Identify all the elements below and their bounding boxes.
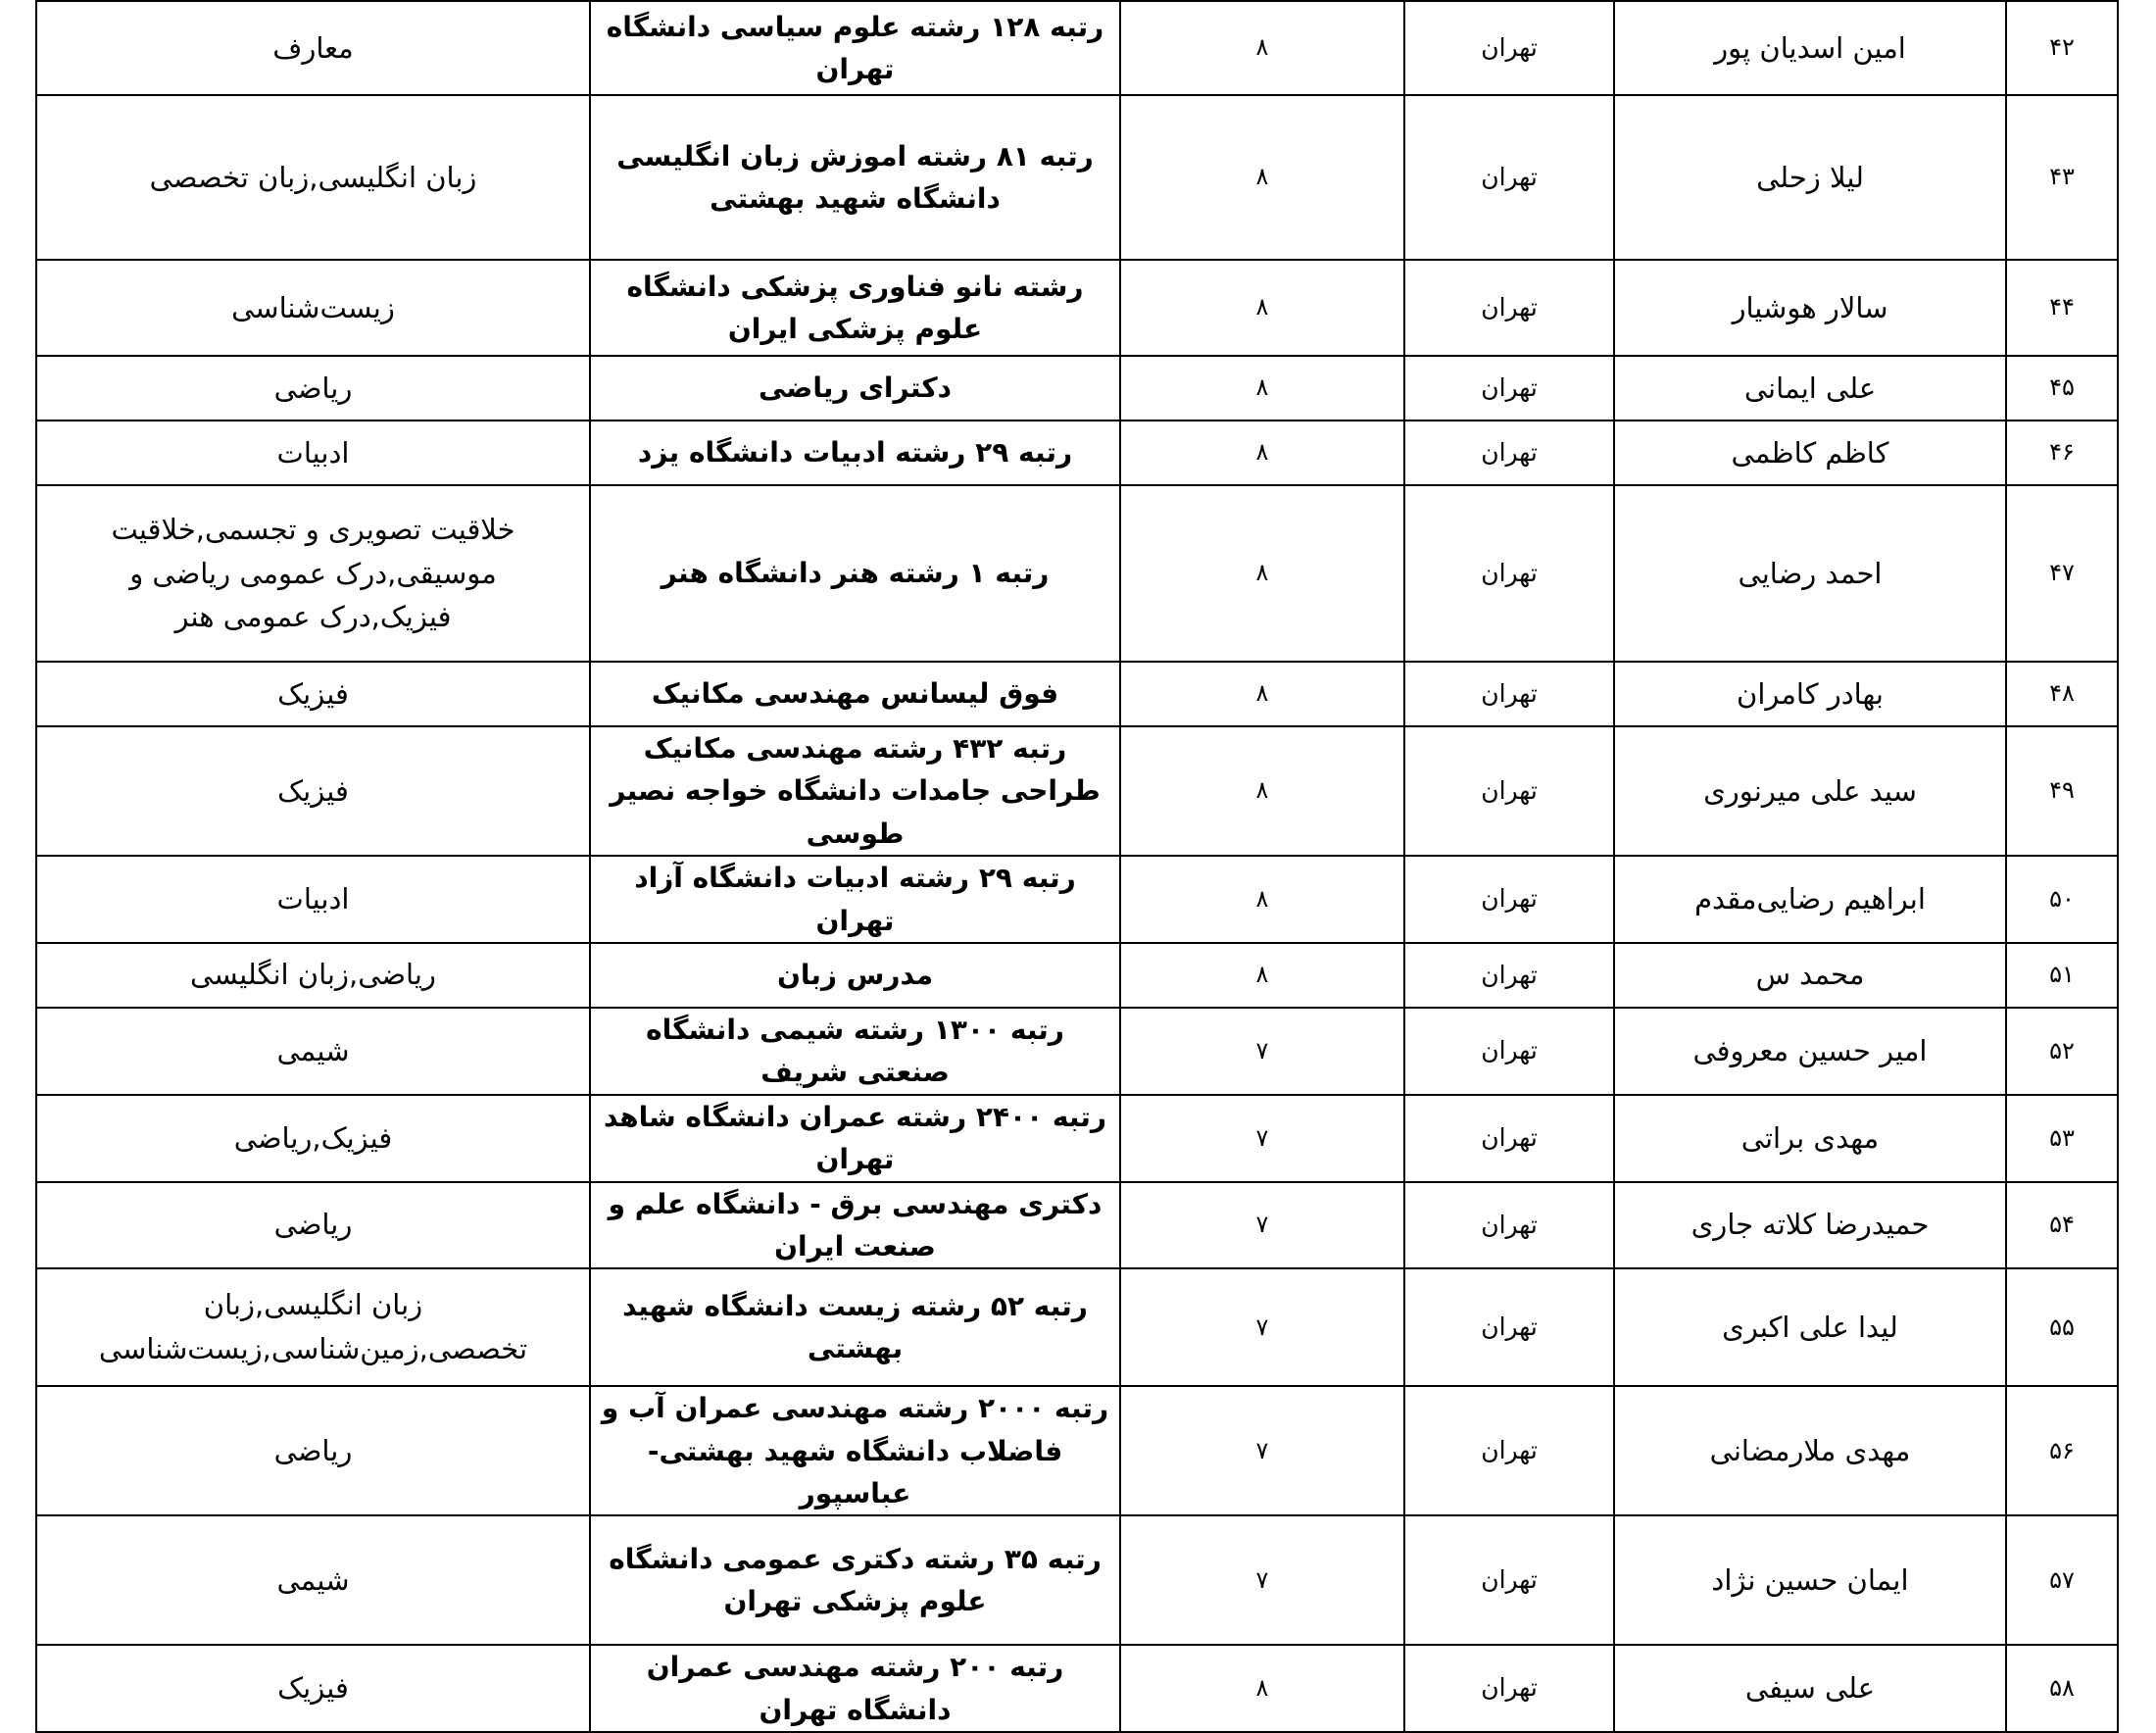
tutor-subjects: زبان انگلیسی,زبان تخصصی — [36, 95, 590, 260]
row-number: ۴۲ — [2006, 1, 2118, 95]
table-row — [36, 1095, 2118, 1182]
tutor-subjects: فیزیک — [36, 726, 590, 856]
tutor-subjects: شیمی — [36, 1008, 590, 1095]
tutor-name: علی ایمانی — [1614, 356, 2006, 421]
tutor-city: تهران — [1404, 1, 1614, 95]
tutor-subjects — [36, 1268, 590, 1386]
row-number: ۵۰ — [2006, 856, 2118, 943]
row-number: ۴۵ — [2006, 356, 2118, 421]
table-row — [36, 356, 2118, 421]
tutor-name: مهدی ملارمضانی — [1614, 1386, 2006, 1515]
tutor-score: ۷ — [1120, 1095, 1404, 1182]
tutor-subjects: ادبیات — [36, 421, 590, 485]
tutor-subjects: فیزیک,ریاضی — [36, 1095, 590, 1182]
tutor-score: ۸ — [1120, 1645, 1404, 1732]
tutor-name: سالار هوشیار — [1614, 260, 2006, 356]
tutor-name: مهدی براتی — [1614, 1095, 2006, 1182]
tutor-record: دکتری مهندسی برق - دانشگاه علم و صنعت ایران — [590, 1182, 1120, 1269]
tutor-subjects: فیزیک — [36, 662, 590, 726]
tutor-score: ۸ — [1120, 260, 1404, 356]
tutor-subjects: فیزیک — [36, 1645, 590, 1732]
tutor-score: ۸ — [1120, 485, 1404, 662]
tutor-subjects: زیست‌شناسی — [36, 260, 590, 356]
row-number: ۴۴ — [2006, 260, 2118, 356]
tutor-record: رتبه ۲۰۰ رشته مهندسی عمران دانشگاه تهران — [590, 1645, 1120, 1732]
row-number: ۵۳ — [2006, 1095, 2118, 1182]
table-row — [36, 1386, 2118, 1515]
tutor-city: تهران — [1404, 1515, 1614, 1645]
row-number: ۵۸ — [2006, 1645, 2118, 1732]
tutor-city: تهران — [1404, 1182, 1614, 1269]
row-number: ۴۸ — [2006, 662, 2118, 726]
tutor-score: ۸ — [1120, 943, 1404, 1008]
tutor-record: رتبه ۲۴۰۰ رشته عمران دانشگاه شاهد تهران — [590, 1095, 1120, 1182]
tutor-city: تهران — [1404, 485, 1614, 662]
table-row — [36, 1008, 2118, 1095]
tutor-score: ۸ — [1120, 421, 1404, 485]
tutor-score: ۸ — [1120, 95, 1404, 260]
row-number: ۴۷ — [2006, 485, 2118, 662]
tutor-name: محمد س — [1614, 943, 2006, 1008]
tutor-record: رتبه ۸۱ رشته اموزش زبان انگلیسی دانشگاه شهید بهشتی — [590, 95, 1120, 260]
tutor-record: رتبه ۲۹ رشته ادبیات دانشگاه یزد — [590, 421, 1120, 485]
tutor-city: تهران — [1404, 95, 1614, 260]
tutor-city: تهران — [1404, 260, 1614, 356]
tutor-record: دکترای ریاضی — [590, 356, 1120, 421]
table-row — [36, 95, 2118, 260]
table-row — [36, 662, 2118, 726]
tutor-city: تهران — [1404, 1008, 1614, 1095]
table-row — [36, 1645, 2118, 1732]
row-number: ۴۳ — [2006, 95, 2118, 260]
tutor-name: علی سیفی — [1614, 1645, 2006, 1732]
tutor-name: احمد رضایی — [1614, 485, 2006, 662]
tutor-record: رشته نانو فناوری پزشکی دانشگاه علوم پزشکی ایران — [590, 260, 1120, 356]
table-row — [36, 1, 2118, 95]
tutor-name: ابراهیم رضایی‌مقدم — [1614, 856, 2006, 943]
table-row — [36, 421, 2118, 485]
tutor-subjects: ادبیات — [36, 856, 590, 943]
tutor-score: ۷ — [1120, 1008, 1404, 1095]
tutor-city: تهران — [1404, 1095, 1614, 1182]
tutor-score: ۸ — [1120, 726, 1404, 856]
row-number: ۵۲ — [2006, 1008, 2118, 1095]
table-row — [36, 943, 2118, 1008]
row-number: ۴۹ — [2006, 726, 2118, 856]
tutor-city: تهران — [1404, 421, 1614, 485]
tutor-score: ۷ — [1120, 1386, 1404, 1515]
tutor-name: لیدا علی اکبری — [1614, 1268, 2006, 1386]
tutor-name: لیلا زحلی — [1614, 95, 2006, 260]
tutor-score: ۸ — [1120, 856, 1404, 943]
table-row — [36, 726, 2118, 856]
table-row — [36, 485, 2118, 662]
tutor-record: رتبه ۵۲ رشته زیست دانشگاه شهید بهشتی — [590, 1268, 1120, 1386]
tutor-city: تهران — [1404, 1645, 1614, 1732]
tutor-city: تهران — [1404, 356, 1614, 421]
tutor-record — [590, 1386, 1120, 1515]
tutor-record: رتبه ۱۳۰۰ رشته شیمی دانشگاه صنعتی شریف — [590, 1008, 1120, 1095]
wrapped-text: رتبه ۴۳۲ رشته مهندسی مکانیک طراحی جامدات دانشگاه خواجه نصیر طوسی — [610, 732, 1101, 850]
tutor-city: تهران — [1404, 943, 1614, 1008]
table-row — [36, 1182, 2118, 1269]
tutor-name: سید علی میرنوری — [1614, 726, 2006, 856]
roster-sheet — [35, 0, 2117, 1733]
row-number: ۵۶ — [2006, 1386, 2118, 1515]
tutor-record — [590, 726, 1120, 856]
tutor-subjects: ریاضی — [36, 356, 590, 421]
tutor-score: ۸ — [1120, 662, 1404, 726]
tutor-name: امیر حسین معروفی — [1614, 1008, 2006, 1095]
tutor-name: ایمان حسین نژاد — [1614, 1515, 2006, 1645]
tutor-city: تهران — [1404, 726, 1614, 856]
row-number: ۴۶ — [2006, 421, 2118, 485]
tutor-name: بهادر کامران — [1614, 662, 2006, 726]
tutor-subjects: معارف — [36, 1, 590, 95]
tutor-subjects: ریاضی,زبان انگلیسی — [36, 943, 590, 1008]
tutor-score: ۷ — [1120, 1515, 1404, 1645]
tutor-subjects: ریاضی — [36, 1386, 590, 1515]
tutor-subjects: شیمی — [36, 1515, 590, 1645]
tutor-record: رتبه ۱۲۸ رشته علوم سیاسی دانشگاه تهران — [590, 1, 1120, 95]
tutor-city: تهران — [1404, 662, 1614, 726]
wrapped-text: خلاقیت تصویری و تجسمی,خلاقیت موسیقی,درک عمومی ریاضی و فیزیک,درک عمومی هنر — [111, 512, 515, 634]
row-number: ۵۱ — [2006, 943, 2118, 1008]
tutor-score: ۷ — [1120, 1182, 1404, 1269]
row-number: ۵۵ — [2006, 1268, 2118, 1386]
tutor-city: تهران — [1404, 856, 1614, 943]
tutor-record: مدرس زبان — [590, 943, 1120, 1008]
tutor-subjects — [36, 485, 590, 662]
tutor-score: ۷ — [1120, 1268, 1404, 1386]
tutor-city: تهران — [1404, 1386, 1614, 1515]
tutor-table-body — [36, 1, 2118, 1732]
tutor-subjects: ریاضی — [36, 1182, 590, 1269]
wrapped-text: رتبه ۲۰۰۰ رشته مهندسی عمران آب و فاضلاب دانشگاه شهید بهشتی-عباسپور — [601, 1392, 1109, 1510]
tutor-city: تهران — [1404, 1268, 1614, 1386]
tutor-name: کاظم کاظمی — [1614, 421, 2006, 485]
wrapped-text: زبان انگلیسی,زبان تخصصی,زمین‌شناسی,زیست‌شناسی — [98, 1288, 528, 1366]
table-row — [36, 260, 2118, 356]
table-row — [36, 1515, 2118, 1645]
table-row — [36, 856, 2118, 943]
tutor-score: ۸ — [1120, 356, 1404, 421]
tutor-record: رتبه ۳۵ رشته دکتری عمومی دانشگاه علوم پزشکی تهران — [590, 1515, 1120, 1645]
tutor-table — [35, 0, 2119, 1733]
tutor-name: حمیدرضا کلاته جاری — [1614, 1182, 2006, 1269]
row-number: ۵۷ — [2006, 1515, 2118, 1645]
tutor-record: رتبه ۲۹ رشته ادبیات دانشگاه آزاد تهران — [590, 856, 1120, 943]
tutor-record: فوق لیسانس مهندسی مکانیک — [590, 662, 1120, 726]
table-row — [36, 1268, 2118, 1386]
row-number: ۵۴ — [2006, 1182, 2118, 1269]
tutor-name: امین اسدیان پور — [1614, 1, 2006, 95]
tutor-score: ۸ — [1120, 1, 1404, 95]
tutor-record: رتبه ۱ رشته هنر دانشگاه هنر — [590, 485, 1120, 662]
